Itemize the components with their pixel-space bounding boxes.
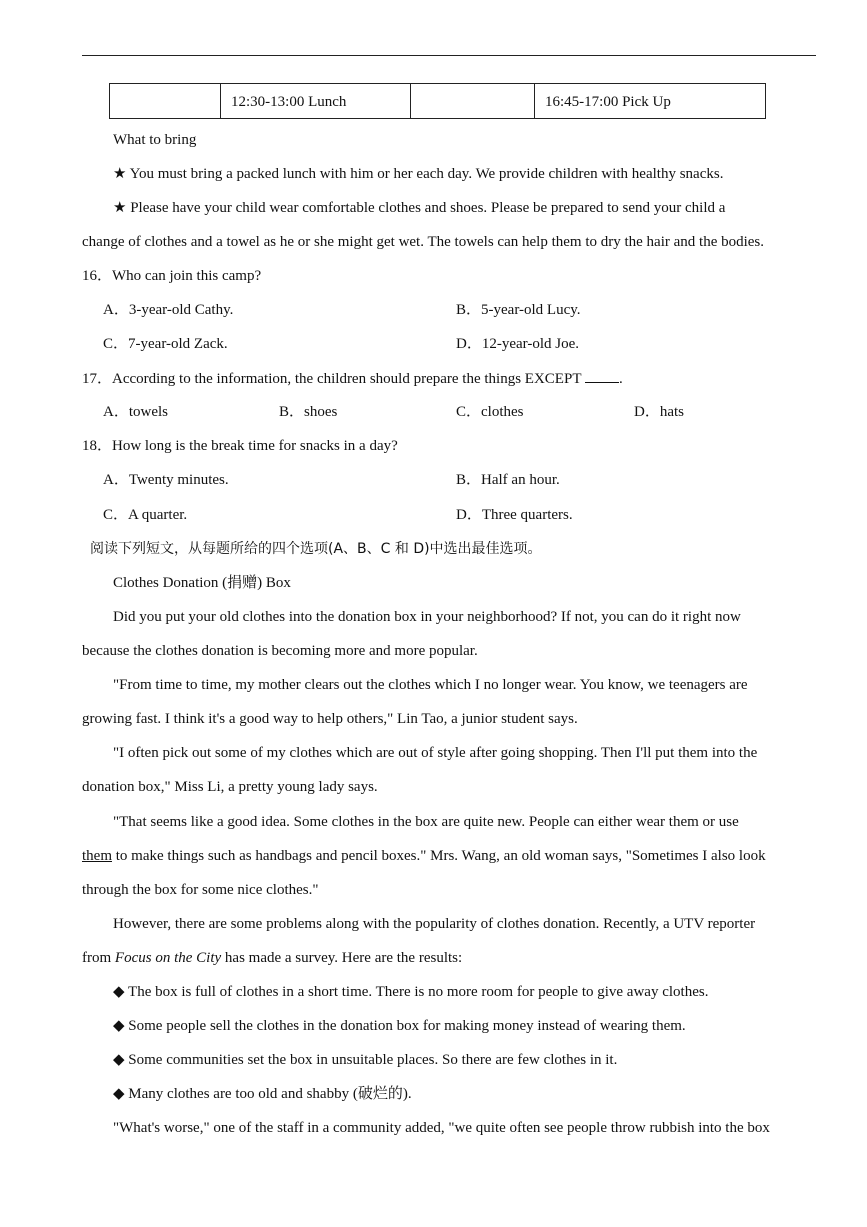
star-bullet-icon: ★ [113,200,127,216]
paragraph-2-line-1: "From time to time, my mother clears out the clothes which I no longer wear. You know, we teenagers are [113,677,748,693]
star-bullet-icon: ★ [113,166,127,182]
question-17-option-d: D．hats [634,404,684,420]
schedule-table [109,83,766,121]
question-16-option-c: C．7-year-old Zack. [103,336,228,352]
question-18-option-d: D．Three quarters. [456,507,573,523]
diamond-bullet-icon: ◆ [113,1052,125,1068]
diamond-bullet-icon: ◆ [113,1086,125,1102]
question-17-stem [82,368,623,389]
paragraph-6-line-1: "What's worse," one of the staff in a community added, "we quite often see people throw rubbish into the box [113,1120,770,1136]
paragraph-4-line-3: through the box for some nice clothes." [82,882,319,898]
paragraph-3-line-1: "I often pick out some of my clothes which are out of style after going shopping. Then I'll put them into the [113,745,758,761]
question-18-option-b: B．Half an hour. [456,472,560,488]
diamond-bullet-icon: ◆ [113,984,125,1000]
question-17-option-c: C．clothes [456,404,524,420]
question-16-option-a: A．3-year-old Cathy. [103,302,234,318]
survey-result-1 [113,982,708,1002]
bring-item-2-continued: change of clothes and a towel as he or she might get wet. The towels can help them to dry the hair and the bodies. [82,234,765,250]
paragraph-5-line-2-end: has made a survey. Here are the results: [221,950,463,966]
table-cell-empty [410,83,535,119]
what-to-bring-heading: What to bring [113,132,197,148]
table-cell-empty [109,83,221,119]
program-name: Focus on the City [114,950,222,966]
question-17-stem-end: . [618,371,623,387]
question-16-option-d: D．12-year-old Joe. [456,336,579,352]
bring-item-1-text: You must bring a packed lunch with him or her each day. We provide children with healthy snacks. [129,166,724,182]
paragraph-5-line-1: However, there are some problems along with the popularity of clothes donation. Recently, a UTV reporter [113,916,756,932]
paragraph-2-line-2: growing fast. I think it's a good way to help others," Lin Tao, a junior student says. [82,711,578,727]
question-17-option-b: B．shoes [279,404,338,420]
question-16-option-b: B．5-year-old Lucy. [456,302,581,318]
question-17-stem-text: 17．According to the information, the children should prepare the things EXCEPT [82,371,585,387]
paragraph-1-line-2: because the clothes donation is becoming more and more popular. [82,643,478,659]
bring-item-2-text: Please have your child wear comfortable clothes and shoes. Please be prepared to send your child a [130,200,726,216]
paragraph-4-line-2-rest: to make things such as handbags and pencil boxes." Mrs. Wang, an old woman says, "Sometimes I also look [112,848,766,864]
passage-title: Clothes Donation (捐赠) Box [113,575,291,591]
survey-result-text: Some people sell the clothes in the donation box for making money instead of wearing them. [128,1018,686,1034]
paragraph-4-line-1: "That seems like a good idea. Some clothes in the box are quite new. People can either wear them or use [113,814,739,830]
survey-result-2 [113,1016,686,1036]
section-instruction: 阅读下列短文，从每题所给的四个选项(A、B、C 和 D)中选出最佳选项。 [90,541,542,557]
survey-result-4 [113,1084,412,1104]
question-16-stem: 16．Who can join this camp? [82,268,262,284]
answer-blank [585,368,619,383]
bring-item-2 [113,198,725,218]
survey-result-3 [113,1050,617,1070]
paragraph-5-line-2-start: from [82,950,115,966]
diamond-bullet-icon: ◆ [113,1018,125,1034]
paragraph-3-line-2: donation box," Miss Li, a pretty young lady says. [82,779,378,795]
table-cell-pickup: 16:45-17:00 Pick Up [534,83,766,119]
survey-result-text: Many clothes are too old and shabby (破烂的). [128,1086,412,1102]
question-18-option-a: A．Twenty minutes. [103,472,229,488]
survey-result-text: Some communities set the box in unsuitable places. So there are few clothes in it. [128,1052,618,1068]
question-18-option-c: C．A quarter. [103,507,188,523]
table-cell-lunch: 12:30-13:00 Lunch [220,83,411,119]
header-rule [82,55,816,56]
question-17-option-a: A．towels [103,404,168,420]
bring-item-1 [113,164,723,184]
paragraph-1-line-1: Did you put your old clothes into the donation box in your neighborhood? If not, you can do it right now [113,609,741,625]
question-18-stem: 18．How long is the break time for snacks in a day? [82,438,398,454]
paragraph-5-line-2 [82,948,462,968]
paragraph-4-line-2 [82,846,766,866]
underlined-word: them [82,848,112,864]
survey-result-text: The box is full of clothes in a short time. There is no more room for people to give away clothes. [128,984,709,1000]
